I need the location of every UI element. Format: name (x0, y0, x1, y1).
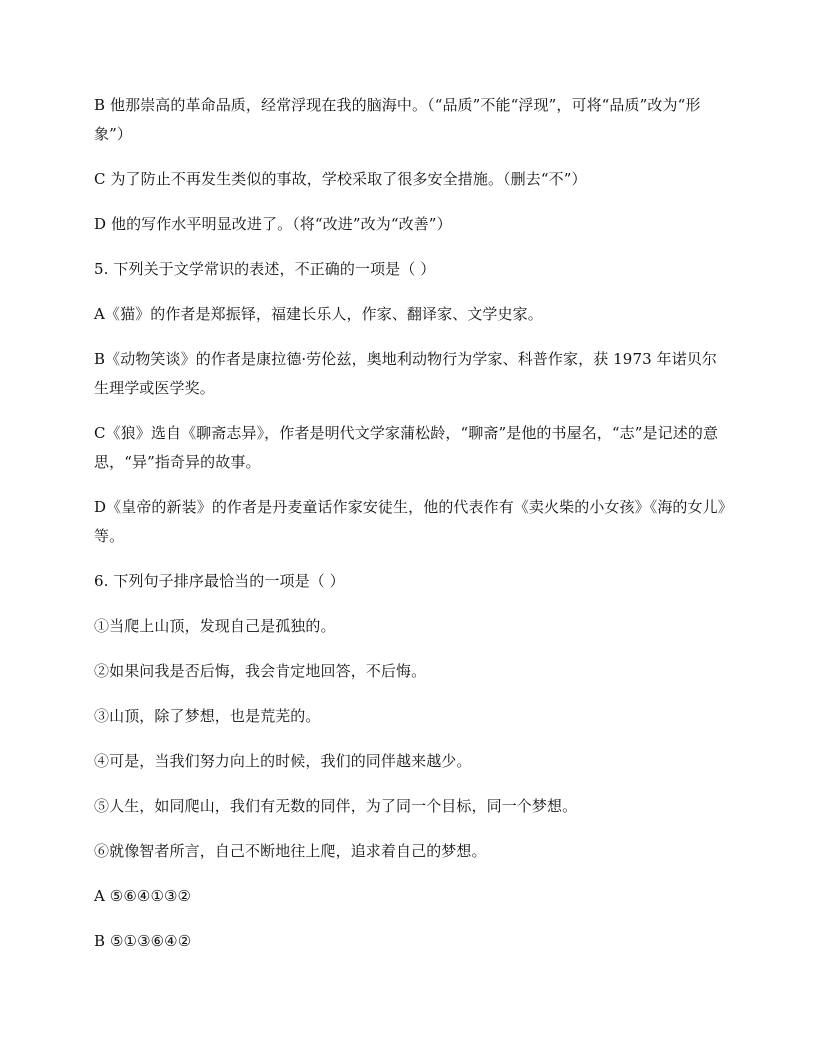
option-d-sentence-correction: D 他的写作水平明显改进了。（将“改进”改为“改善”） (94, 215, 452, 233)
document-content (94, 91, 726, 972)
sentence-5: ⑤人生，如同爬山，我们有无数的同伴，为了同一个目标，同一个梦想。 (94, 797, 578, 815)
sentence-1: ①当爬上山顶，发现自己是孤独的。 (94, 617, 336, 635)
sentence-3: ③山顶，除了梦想，也是荒芜的。 (94, 707, 321, 725)
sentence-4: ④可是，当我们努力向上的时候，我们的同伴越来越少。 (94, 752, 472, 770)
question-6-option-a: A ⑤⑥④①③② (94, 887, 192, 905)
option-b-sentence-correction: B 他那崇高的革命品质，经常浮现在我的脑海中。（“品质”不能“浮现”，可将“品质”改为“形象”） (94, 96, 701, 143)
sentence-6: ⑥就像智者所言，自己不断地往上爬，追求着自己的梦想。 (94, 842, 487, 860)
question-6-stem: 6. 下列句子排序最恰当的一项是（ ） (94, 572, 345, 590)
question-5-option-a: A《猫》的作者是郑振铎，福建长乐人，作家、翻译家、文学史家。 (94, 305, 543, 323)
option-c-sentence-correction: C 为了防止不再发生类似的事故，学校采取了很多安全措施。（删去“不”） (94, 170, 587, 188)
question-5-option-d: D《皇帝的新装》的作者是丹麦童话作家安徒生，他的代表作有《卖火柴的小女孩》《海的女儿》等。 (94, 498, 726, 545)
question-5-stem: 5. 下列关于文学常识的表述，不正确的一项是（ ） (94, 260, 436, 278)
question-5-option-c: C《狼》选自《聊斋志异》，作者是明代文学家蒲松龄，“聊斋”是他的书屋名，“志”是记述的意思，“异”指奇异的故事。 (94, 424, 719, 471)
question-6-option-b: B ⑤①③⑥④② (94, 932, 192, 950)
question-5-option-b: B《动物笑谈》的作者是康拉德·劳伦兹，奥地利动物行为学家、科普作家，获 1973 年诺贝尔生理学或医学奖。 (94, 350, 718, 397)
sentence-2: ②如果问我是否后悔，我会肯定地回答，不后悔。 (94, 662, 427, 680)
